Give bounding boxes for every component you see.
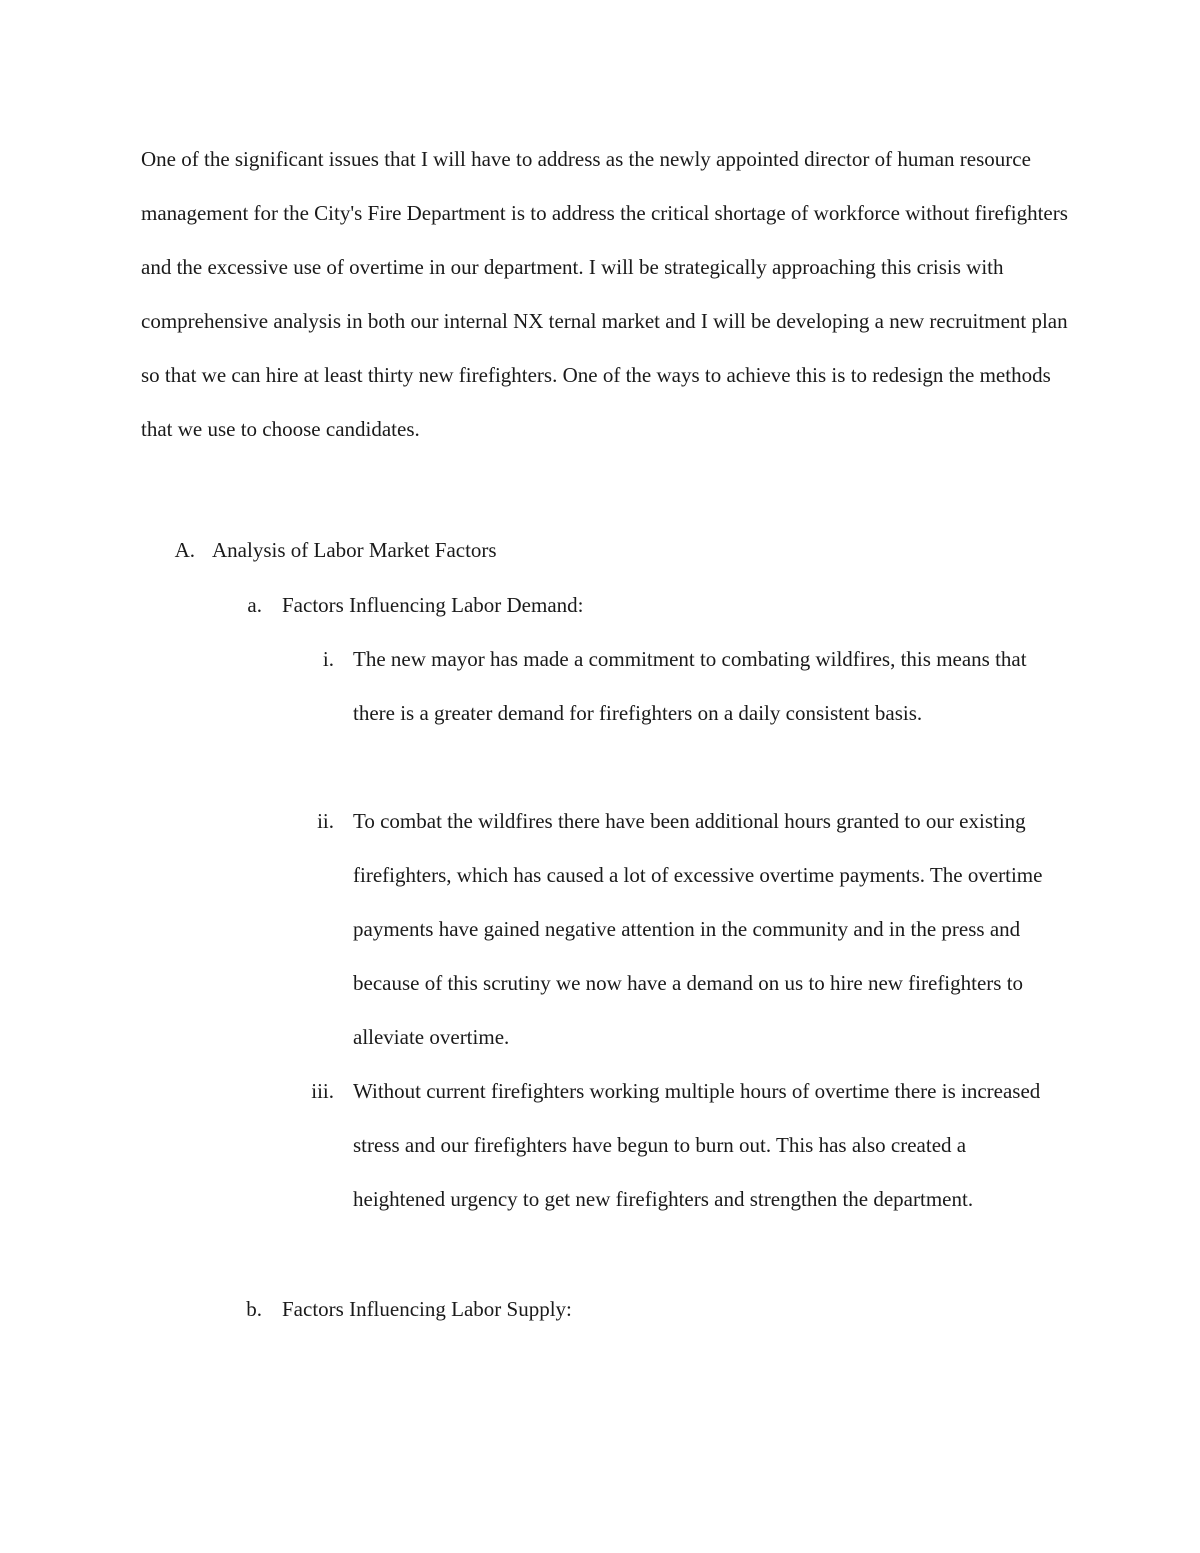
subsection-marker: a. [247, 593, 262, 617]
subsection-title: Factors Influencing Labor Supply: [282, 1297, 572, 1321]
list-item-marker: iii. [311, 1079, 334, 1103]
subsection-title: Factors Influencing Labor Demand: [282, 593, 584, 617]
subsection-marker: b. [246, 1297, 262, 1321]
list-item-marker: i. [322, 647, 334, 671]
list-item-text: To combat the wildfires there have been additional hours granted to our existing firefighters, which has caused a lot of excessive overtime payments. The overtime payments have gained negative attention in the community and in the press and because of this scrutiny we now have a demand on us to hire new firefighters to alleviate overtime. [353, 809, 1043, 1049]
list-item-text: Without current firefighters working multiple hours of overtime there is increased stress and our firefighters have begun to burn out. This has also created a heightened urgency to get new firefighters and strengthen the department. [353, 1079, 1041, 1211]
intro-paragraph: One of the significant issues that I will have to address as the newly appointed director of human resource management for the City's Fire Department is to address the critical shortage of workforce without firefighters and the excessive use of overtime in our department. I will be strategically approaching this crisis with comprehensive analysis in both our internal NX ternal market and I will be developing a new recruitment plan so that we can hire at least thirty new firefighters. One of the ways to achieve this is to redesign the methods that we use to choose candidates. [141, 147, 1068, 441]
list-item-text: The new mayor has made a commitment to combating wildfires, this means that there is a greater demand for firefighters on a daily consistent basis. [353, 647, 1027, 725]
section-title: Analysis of Labor Market Factors [212, 538, 497, 562]
list-item-marker: ii. [317, 809, 334, 833]
section-marker: A. [174, 538, 195, 562]
